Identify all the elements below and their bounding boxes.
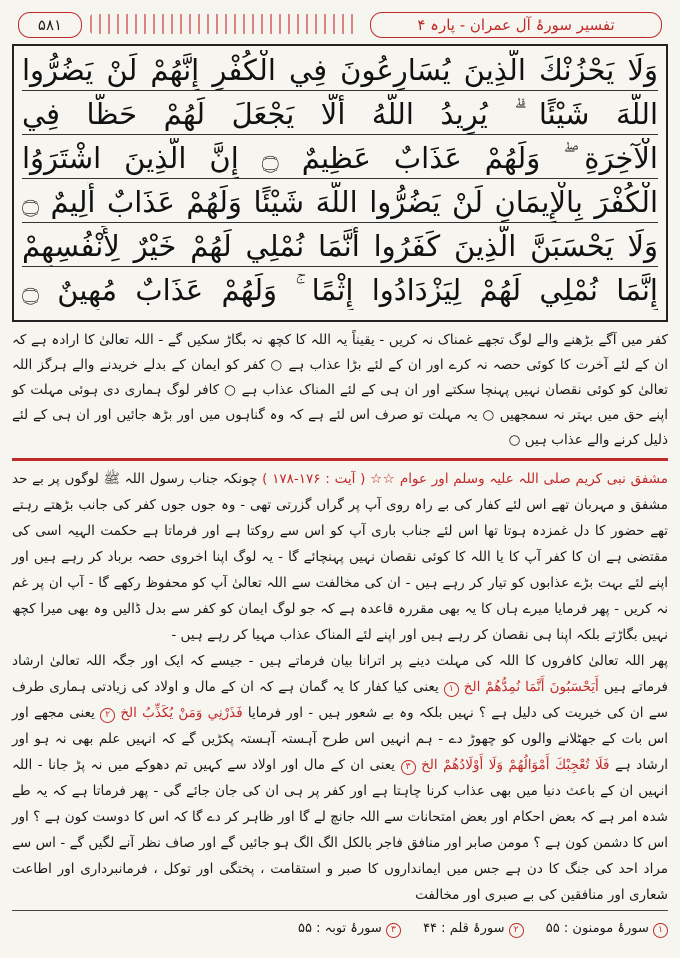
verse-line: إِنَّمَا نُمْلِي لَهُمْ لِيَزْدَادُوا إِثْمًا ۚ وَلَهُمْ عَذَابٌ مُهِينٌ ۝ — [22, 273, 658, 307]
footnote-marker: ۱ — [444, 682, 459, 697]
verse-line: وَلَا يَحْسَبَنَّ الَّذِينَ كَفَرُوا أَنَّمَا نُمْلِي لَهُمْ خَيْرٌ لِأَنْفُسِهِمْ — [22, 226, 658, 267]
arabic-quote: فَلَا تُعْجِبْكَ أَمْوَالُهُمْ وَلَا أَوْلَادُهُمْ الخ — [421, 757, 610, 773]
commentary-paragraph: پھر اللہ تعالیٰ کافروں کا اللہ کی مہلت دینے پر اترانا بیان فرماتے ہیں - جیسے کہ ایک اور جگہ اللہ تعالیٰ ارشاد فرماتے ہیں — [12, 653, 669, 695]
header-ornament — [90, 14, 360, 34]
footnote-text: سورۂ قلم : ۴۴ — [423, 921, 505, 936]
footnote-number: ۳ — [386, 923, 401, 938]
footnote-marker: ۲ — [100, 708, 115, 723]
verse-line: الْآخِرَةِ ۖ وَلَهُمْ عَذَابٌ عَظِيمٌ ۝ إِنَّ الَّذِينَ اشْتَرَوُا — [22, 138, 658, 179]
footnote-text: سورۂ توبہ : ۵۵ — [297, 921, 382, 936]
footnote — [419, 921, 524, 936]
commentary-paragraph: یعنی کیا کفار کا یہ گمان ہے کہ ان کے مال و اولاد کی زیادتی ہماری طرف سے ان کی خیریت کی دلیل ہے ؟ نہیں بلکہ وہ بے شعور ہیں - اور فرمایا — [12, 679, 668, 721]
page — [12, 6, 668, 952]
footnote-marker: ۳ — [401, 760, 416, 775]
page-number: ۵۸۱ — [18, 12, 82, 38]
arabic-quote: فَذَرْنِي وَمَنْ يُكَذِّبُ الخ — [120, 705, 243, 721]
footnote-number: ۱ — [653, 923, 668, 938]
commentary-heading: مشفق نبی کریم صلی اللہ علیہ وسلم اور عوام — [399, 471, 668, 487]
arabic-quote: أَيَحْسَبُونَ أَنَّمَا نُمِدُّهُمْ الخ — [463, 679, 599, 695]
footnote-number: ۲ — [509, 923, 524, 938]
verse-line: الْكُفْرَ بِالْإِيمَانِ لَنْ يَضُرُّوا اللَّهَ شَيْئًا وَلَهُمْ عَذَابٌ أَلِيمٌ ۝ — [22, 182, 658, 223]
commentary-paragraph: چونکہ جناب رسول اللہ ﷺ لوگوں پر بے حد مشفق و مہربان تھے اس لئے کفار کی بے راہ روی آپ پر گراں گزرتی تھی - وہ جوں جوں کفر کی جانب بڑھتے رہتے تھے حضور کا دل غمزدہ ہوتا تھا اس لئے جناب باری آپ کو اس سے روکتا ہے اور فرماتا ہے حکمت الہیہ اسی کی مقتضی ہے ان کا کفر آپ کا یا اللہ کا کوئی نقصان نہیں پہنچائے گا - یہ لوگ اپنا اخروی حصہ برباد کر رہے ہیں اور اپنے لئے بہت بڑے عذابوں کو تیار کر رہے ہیں - ان کی مخالفت سے اللہ تعالیٰ آپ کو محفوظ رکھے گا - آپ ان پر غم نہ کریں - پھر فرمایا میرے ہاں کا یہ بھی مقررہ قاعدہ ہے کہ جو لوگ ایمان کو کفر سے بدل ڈالیں وہ بھی میرا کچھ نہیں بگاڑتے بلکہ اپنا ہی نقصان کر رہے ہیں اور اپنے لئے المناک عذاب مہیا کر رہے ہیں - — [12, 471, 668, 643]
footnote-divider — [12, 910, 668, 911]
quran-verse-box — [12, 44, 668, 322]
footnote — [298, 921, 401, 936]
page-header — [12, 6, 668, 40]
commentary-paragraph: یعنی ان کے مال اور اولاد سے کہیں تم دھوکے میں نہ پڑ جانا - اللہ انہیں ان کے باعث دنیا میں بھی عذاب کرنا چاہتا ہے اور کفر پر ہی ان کی جان جائے گی - پھر فرماتا ہے کہ یہ طے شدہ امر ہے کہ بعض احکام اور بعض امتحانات سے اللہ جانچ لے گا اور ظاہر کر دے گا کہ اس کا دوست کون ہے ؟ اور اس کا دشمن کون ہے ؟ مومن صابر اور منافق فاجر بالکل الگ الگ ہو جائیں گے اور صاف نظر آنے لگیں گے - اس سے مراد احد کی جنگ کا دن ہے جس میں ایمانداروں کا صبر و استقامت ، پختگی اور توکل ، فرمانبرداری اور اطاعت شعاری اور منافقین کی بے صبری اور مخالفت — [12, 757, 668, 903]
footnote — [542, 921, 668, 936]
running-title: تفسیر سورۂ آل عمران - پارہ ۴ — [370, 12, 662, 38]
ayat-reference: ☆☆ ( آیت : ۱۷۶-۱۷۸ ) — [262, 471, 396, 487]
tafsir-commentary — [12, 466, 669, 903]
verse-line: وَلَا يَحْزُنْكَ الَّذِينَ يُسَارِعُونَ فِي الْكُفْرِ إِنَّهُمْ لَنْ يَضُرُّوا — [22, 50, 658, 91]
commentary-paragraph: یعنی مجھے اور اس بات کے جھٹلانے والوں کو چھوڑ دے - ہم انہیں اس طرح آہستہ آہستہ پکڑیں گے کہ انہیں علم بھی نہ ہو اور ارشاد ہے — [12, 705, 669, 773]
verse-line: اللَّهَ شَيْئًا ۗ يُرِيدُ اللَّهُ أَلَّا يَجْعَلَ لَهُمْ حَظًّا فِي — [22, 94, 658, 135]
urdu-translation: کفر میں آگے بڑھنے والے لوگ تجھے غمناک نہ کریں - یقیناً یہ اللہ کا کچھ نہ بگاڑ سکیں گے - اللہ تعالیٰ کا ارادہ ہے کہ ان کے لئے آخرت کا کوئی حصہ نہ کرے اور ان کے لئے بڑا عذاب ہے ○ کفر کو ایمان کے بدلے خریدنے والے ہرگز اللہ تعالیٰ کو کوئی نقصان نہیں پہنچا سکتے اور ان ہی کے لئے المناک عذاب ہے ○ کافر لوگ ہماری دی ہوئی مہلت کو اپنے حق میں بہتر نہ سمجھیں ○ یہ مہلت تو صرف اس لئے ہے کہ وہ گناہوں میں اور بڑھ جائیں اور ان ہی کے لئے ذلیل کرنے والے عذاب ہیں ○ — [12, 332, 668, 448]
section-divider — [12, 458, 668, 461]
footnotes — [12, 916, 668, 942]
footnote-text: سورۂ مومنون : ۵۵ — [545, 921, 649, 936]
